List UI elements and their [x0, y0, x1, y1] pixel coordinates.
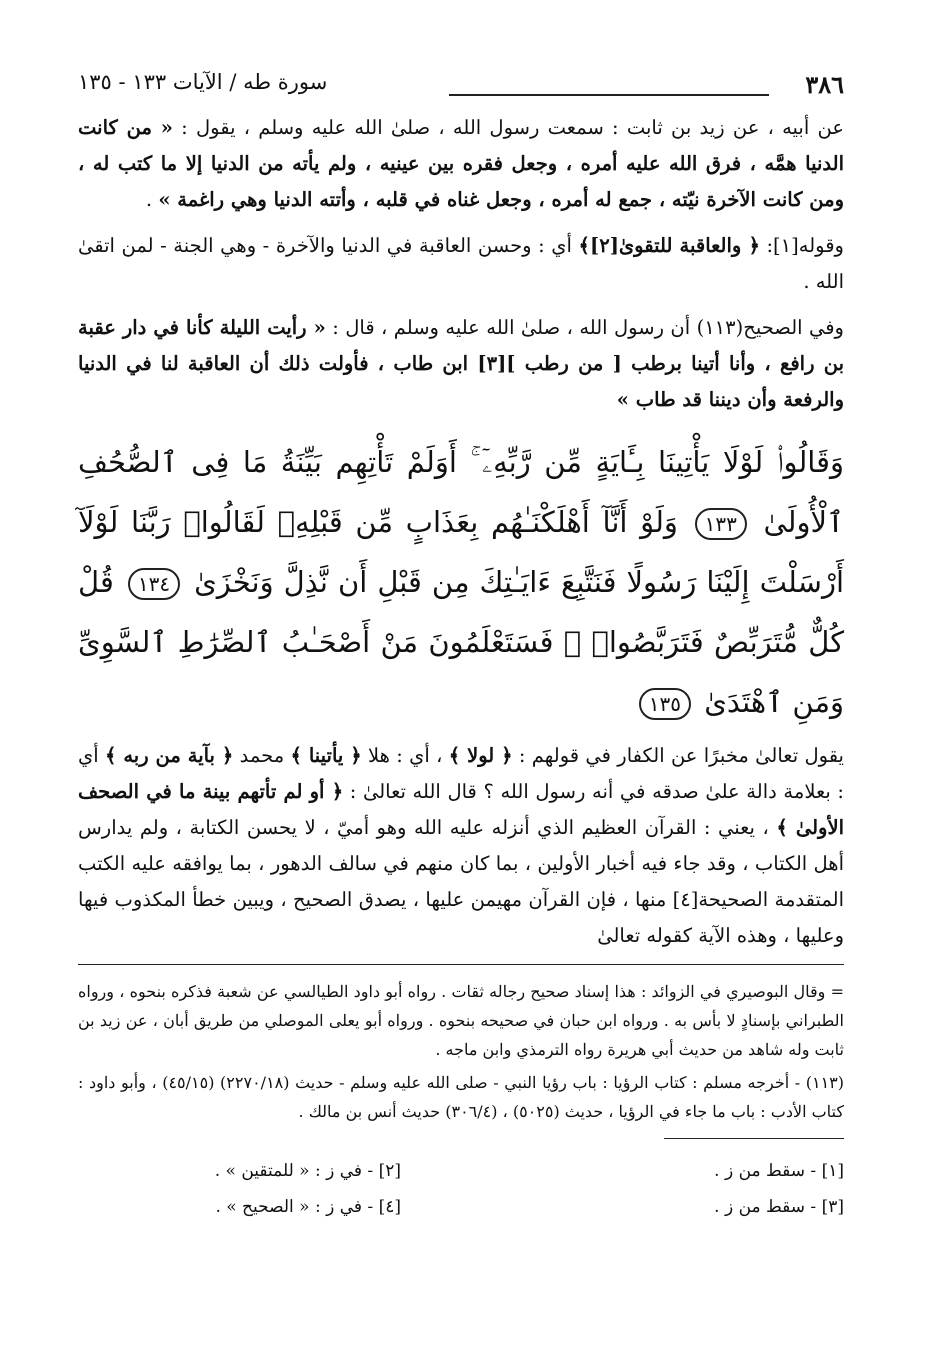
running-head: سورة طه / الآيات ١٣٣ - ١٣٥: [78, 70, 328, 94]
variants-rule: [664, 1138, 844, 1139]
quran-verses: [78, 432, 844, 732]
comm-f: ﴿ بآية من ربه ﴾: [105, 744, 234, 767]
p2-start: وقوله[١]:: [759, 234, 844, 257]
p1-end: .: [145, 188, 159, 211]
p2-phrase: ﴿ والعاقبة للتقوىٰ[٢]﴾: [578, 234, 760, 257]
footnote-rule: [78, 964, 844, 965]
ayah-number-134: ١٣٤: [128, 568, 180, 600]
variant-1: [١] - سقط من ز .: [714, 1161, 844, 1181]
header-rule: [449, 94, 769, 96]
p1-intro: عن أبيه ، عن زيد بن ثابت : سمعت رسول الله ، صلىٰ الله عليه وسلم ، يقول :: [172, 116, 844, 139]
ayah-number-135: ١٣٥: [639, 688, 691, 720]
footnote-continued: = وقال البوصيري في الزوائد : هذا إسناد صحيح رجاله ثقات . رواه أبو داود الطيالسي عن شعبة فذكره بنحوه ، ورواه الطبراني بإسنادٍ لا بأس به . ورواه ابن حبان في صحيحه بنحوه . ورواه أبو يعلى الموصلي من طريق أبان ، عن زيد بن ثابت وله شاهد من حديث أبي هريرة رواه الترمذي وابن ماجه .: [78, 982, 844, 1059]
verse-135: قُلْ كُلٌّ مُّتَرَبِّصٌ فَتَرَبَّصُوا۟ ۖ فَسَتَعْلَمُونَ مَنْ أَصْحَـٰبُ ٱلصِّرَٰطِ ٱلسَّوِىِّ وَمَنِ ٱهْتَدَىٰ: [78, 565, 844, 719]
page-header: [78, 70, 844, 110]
comm-g: أي : بعلامة دالة علىٰ صدقه في أنه رسول الله ؟ قال الله تعالىٰ :: [78, 744, 844, 803]
comm-h: ﴿ أو لم تأتهم بينة ما في الصحف الأولىٰ ﴾: [78, 780, 844, 839]
verse-134: وَلَوْ أَنَّآ أَهْلَكْنَـٰهُم بِعَذَابٍ مِّن قَبْلِهِۦ لَقَالُوا۟ رَبَّنَا لَوْلَآ أَرْسَلْتَ إِلَيْنَا رَسُولًا فَنَتَّبِعَ ءَايَـٰتِكَ مِن قَبْلِ أَن نَّذِلَّ وَنَخْزَىٰ: [78, 505, 845, 599]
comm-e: محمد: [233, 744, 291, 767]
verse-133: وَقَالُوا۟ لَوْلَا يَأْتِينَا بِـَٔايَةٍ مِّن رَّبِّهِۦٓ ۚ أَوَلَمْ تَأْتِهِم بَيِّنَةُ مَا فِى ٱلصُّحُفِ ٱلْأُولَىٰ: [78, 445, 845, 539]
variant-2: [٢] - في ز : « للمتقين » .: [214, 1161, 401, 1181]
ayah-number-133: ١٣٣: [695, 508, 747, 540]
p3-hadith: « رأيت الليلة كأنا في دار عقبة بن رافع ، وأنا أتينا برطب [ من رطب ][٣] ابن طاب ، فأولت ذلك أن العاقبة لنا في الدنيا والرفعة وأن ديننا قد طاب »: [78, 316, 844, 411]
footnote-113: (١١٣) - أخرجه مسلم : كتاب الرؤيا : باب رؤيا النبي - صلى الله عليه وسلم - حديث (٢٢٧٠/١٨) (٤٥/١٥) ، وأبو داود : كتاب الأدب : باب ما جاء في الرؤيا ، حديث (٥٠٢٥) ، (٣٠٦/٤) حديث أنس بن مالك .: [78, 1073, 844, 1121]
paragraph-verse-comment: [78, 228, 844, 300]
comm-i: ، يعني : القرآن العظيم الذي أنزله عليه الله وهو أميّ ، لا يحسن الكتابة ، ولم يدارس أهل الكتاب ، وقد جاء فيه أخبار الأولين ، بما كان منهم في سالف الدهور ، بما يوافقه عليه الكتب المتقدمة الصحيحة[٤] منها ، فإن القرآن مهيمن عليها ، يصدق الصحيح ، ويبين خطأ المكذوب فيها وعليها ، وهذه الآية كقوله تعالىٰ: [78, 816, 845, 947]
p2-rest: أي : وحسن العاقبة في الدنيا والآخرة - وهي الجنة - لمن اتقىٰ الله .: [78, 234, 844, 293]
manuscript-variants: [78, 1153, 844, 1225]
comm-b: ﴿ لولا ﴾: [448, 744, 513, 767]
page-number: ٣٨٦: [805, 70, 844, 99]
comm-c: ، أي : هلا: [361, 744, 449, 767]
paragraph-hadith-1: [78, 110, 844, 218]
variant-4: [٤] - في ز : « الصحيح » .: [215, 1197, 401, 1217]
p1-hadith: « من كانت الدنيا همَّه ، فرق الله عليه أمره ، وجعل فقره بين عينيه ، ولم يأته من الدنيا إلا ما كتب له ، ومن كانت الآخرة نيّته ، جمع له أمره ، وجعل غناه في قلبه ، وأتته الدنيا وهي راغمة »: [78, 116, 844, 211]
p3-start: وفي الصحيح(١١٣) أن رسول الله ، صلىٰ الله عليه وسلم ، قال :: [325, 316, 844, 339]
paragraph-commentary: [78, 738, 844, 954]
book-page: [78, 70, 844, 1225]
variant-3: [٣] - سقط من ز .: [714, 1197, 844, 1217]
comm-d: ﴿ يأتينا ﴾: [290, 744, 362, 767]
comm-a: يقول تعالىٰ مخبرًا عن الكفار في قولهم :: [512, 744, 844, 767]
paragraph-hadith-2: [78, 310, 844, 418]
